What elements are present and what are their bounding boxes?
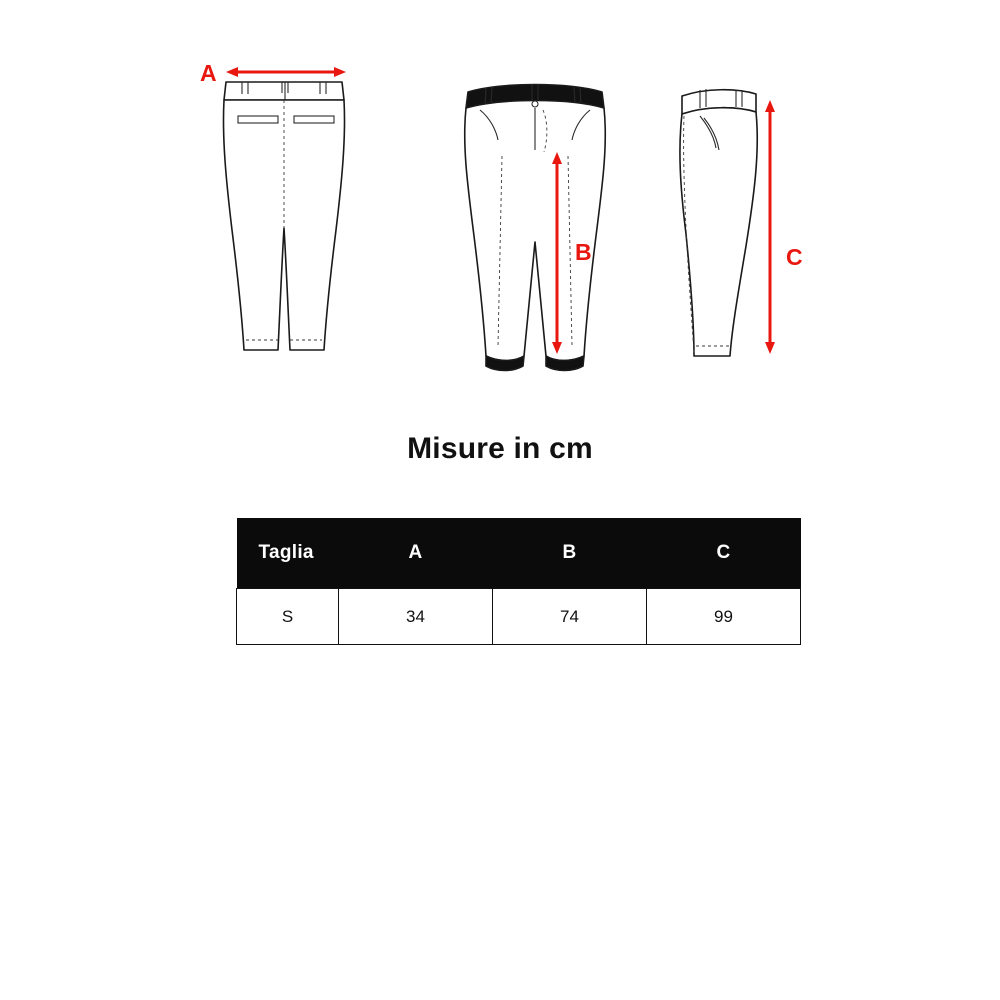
side-view-illustration	[660, 60, 860, 390]
front-view-illustration	[440, 60, 640, 390]
table-header-row	[237, 518, 801, 589]
header-b: B	[493, 518, 647, 589]
size-table-wrapper	[236, 518, 801, 645]
measure-label-b: B	[575, 239, 592, 265]
measurement-unit-caption: Misure in cm	[407, 432, 593, 465]
cell-c: 99	[647, 589, 801, 645]
table-row	[237, 589, 801, 645]
cell-b: 74	[493, 589, 647, 645]
cell-a: 34	[339, 589, 493, 645]
figure-back-view	[190, 60, 390, 380]
back-view-illustration	[190, 60, 390, 380]
figure-front-view	[440, 60, 640, 390]
header-c: C	[647, 518, 801, 589]
header-size: Taglia	[237, 518, 339, 589]
figure-side-view	[660, 60, 860, 390]
measure-label-c: C	[786, 244, 803, 270]
trouser-diagrams	[0, 60, 1000, 420]
cell-size: S	[237, 589, 339, 645]
measure-label-a: A	[200, 60, 217, 86]
header-a: A	[339, 518, 493, 589]
size-table	[236, 518, 801, 645]
